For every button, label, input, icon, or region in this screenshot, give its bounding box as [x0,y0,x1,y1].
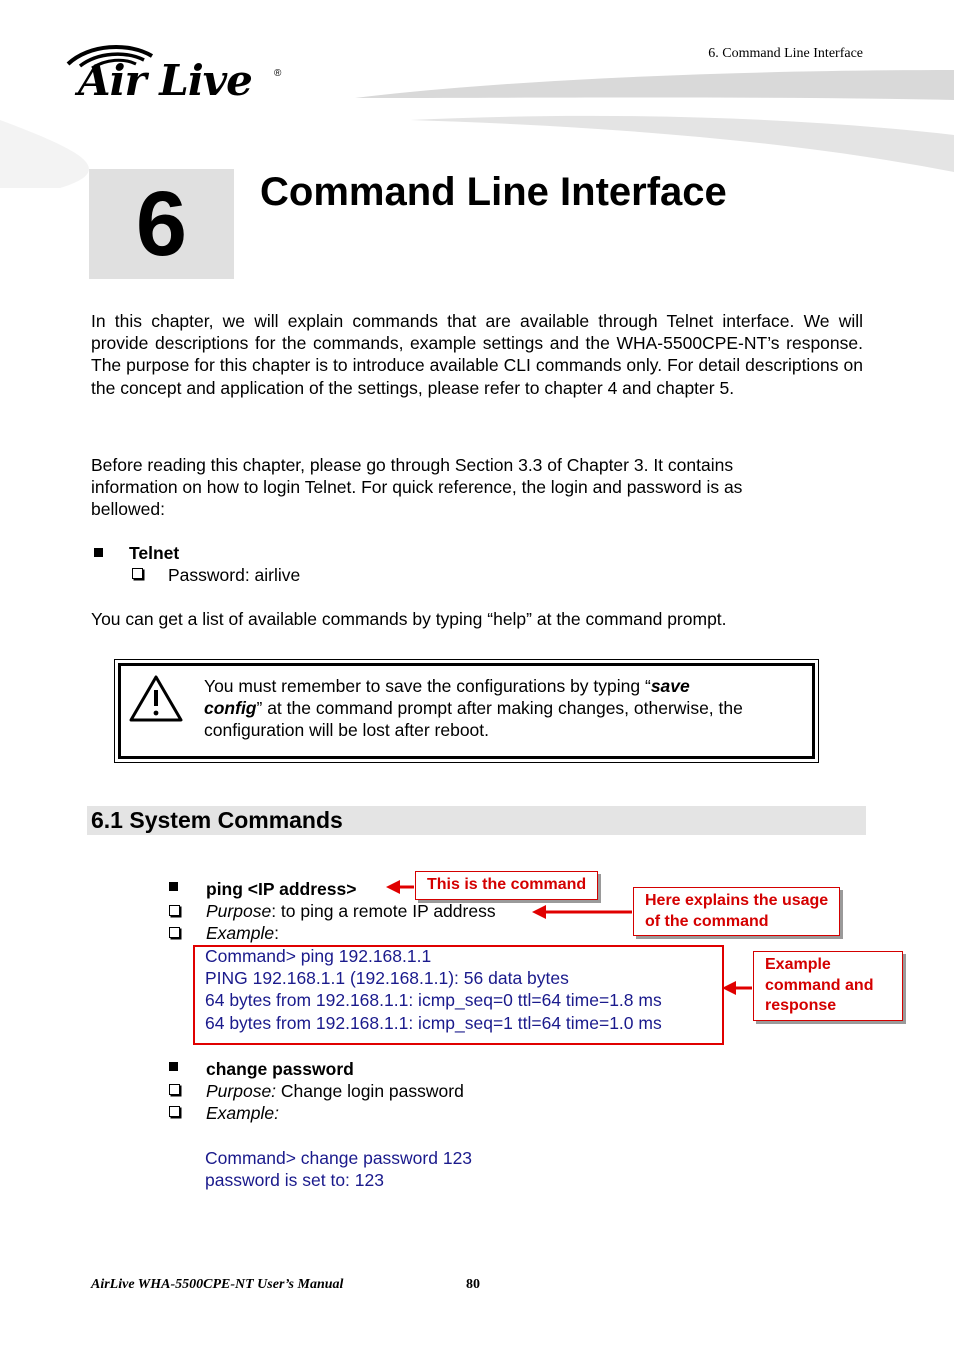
help-line: You can get a list of available commands by typing “help” at the command prompt. [91,609,727,629]
checkbox-bullet-icon [169,1084,180,1095]
checkbox-bullet-icon [169,1106,180,1117]
ping-purpose [206,900,496,922]
intro-paragraph-2 [91,454,863,521]
example-colon: : [274,923,279,943]
callout-example-line: command and [765,976,874,994]
example-line: password is set to: 123 [205,1170,384,1191]
ping-example-output [205,945,662,1034]
logo-wordmark: Air Live [78,56,252,105]
ping-example-label [206,922,279,944]
warning-text-part: You must remember to save the configurations by typing “ [204,676,651,696]
purpose-text: : to ping a remote IP address [271,901,496,921]
callout-command [415,871,598,900]
callout-command-text: This is the command [427,876,587,893]
warning-triangle-icon [128,674,184,724]
chapter-title: Command Line Interface [260,170,727,214]
running-header: 6. Command Line Interface [708,46,863,61]
callout-example-line: response [765,997,837,1014]
callout-usage-line: Here explains the usage [645,892,829,909]
checkbox-bullet-icon [169,927,180,938]
footer-manual-title: AirLive WHA-5500CPE-NT User’s Manual [91,1277,344,1292]
callout-example [753,951,903,1021]
section-heading-bar [87,806,866,835]
example-line: PING 192.168.1.1 (192.168.1.1): 56 data bytes [205,968,569,989]
example-line: Command> ping 192.168.1.1 [205,946,432,966]
square-bullet-icon [169,1062,178,1071]
change-password-command-label: change password [206,1059,354,1079]
intro-paragraph-1: In this chapter, we will explain commands that are available through Telnet interface. We will provide descriptions for the commands, example settings and the WHA-5500CPE-NT’s response. The purpose for this chapter is to introduce available CLI commands only. For detail descriptions on the concept and application of the settings, please refer to chapter 4 and chapter 5. [91,311,863,398]
password-line: Password: airlive [168,565,301,585]
intro-paragraph-2-line: Before reading this chapter, please go through Section 3.3 of Chapter 3. It contains [91,455,734,475]
callout-usage-line: of the command [645,912,769,930]
example-label: Example: [206,1103,279,1123]
square-bullet-icon [94,548,103,557]
chapter-number: 6 [135,173,188,275]
change-password-example-output [205,1147,472,1191]
change-password-example-label [206,1102,279,1124]
checkbox-bullet-icon [132,568,143,579]
intro-paragraph-2-line: information on how to login Telnet. For quick reference, the login and password is as [91,477,743,498]
checkbox-bullet-icon [169,905,180,916]
example-line: Command> change password 123 [205,1148,473,1168]
section-title: 6.1 System Commands [91,807,343,833]
callout-usage [633,887,840,936]
example-line: 64 bytes from 192.168.1.1: icmp_seq=1 ttl=64 time=1.0 ms [205,1012,662,1033]
intro-paragraph-2-line: bellowed: [91,499,165,520]
warning-text [204,675,804,742]
chapter-number-box [89,169,234,279]
purpose-label: Purpose [206,901,272,921]
arrow-to-example-icon [722,981,752,995]
warning-bold-save: save [650,676,690,696]
warning-text-part: ” at the command prompt after making changes, otherwise, the [256,698,743,719]
warning-box [114,659,819,763]
purpose-text: Change login password [276,1081,464,1101]
change-password-purpose [206,1080,464,1102]
example-label: Example [206,923,275,943]
airlive-logo [64,42,294,108]
warning-bold-config: config [204,698,257,719]
logo-registered-mark: ® [274,68,282,79]
callout-example-line: Example [765,956,831,973]
telnet-label: Telnet [129,543,180,563]
example-line: 64 bytes from 192.168.1.1: icmp_seq=0 ttl=64 time=1.8 ms [205,990,662,1011]
arrow-to-purpose-icon [532,905,632,919]
warning-text-part: configuration will be lost after reboot. [204,720,490,741]
footer-page-number: 80 [466,1277,480,1292]
ping-command-label: ping <IP address> [206,879,357,899]
square-bullet-icon [169,882,178,891]
purpose-label: Purpose: [206,1081,277,1101]
arrow-to-command-icon [386,880,414,894]
